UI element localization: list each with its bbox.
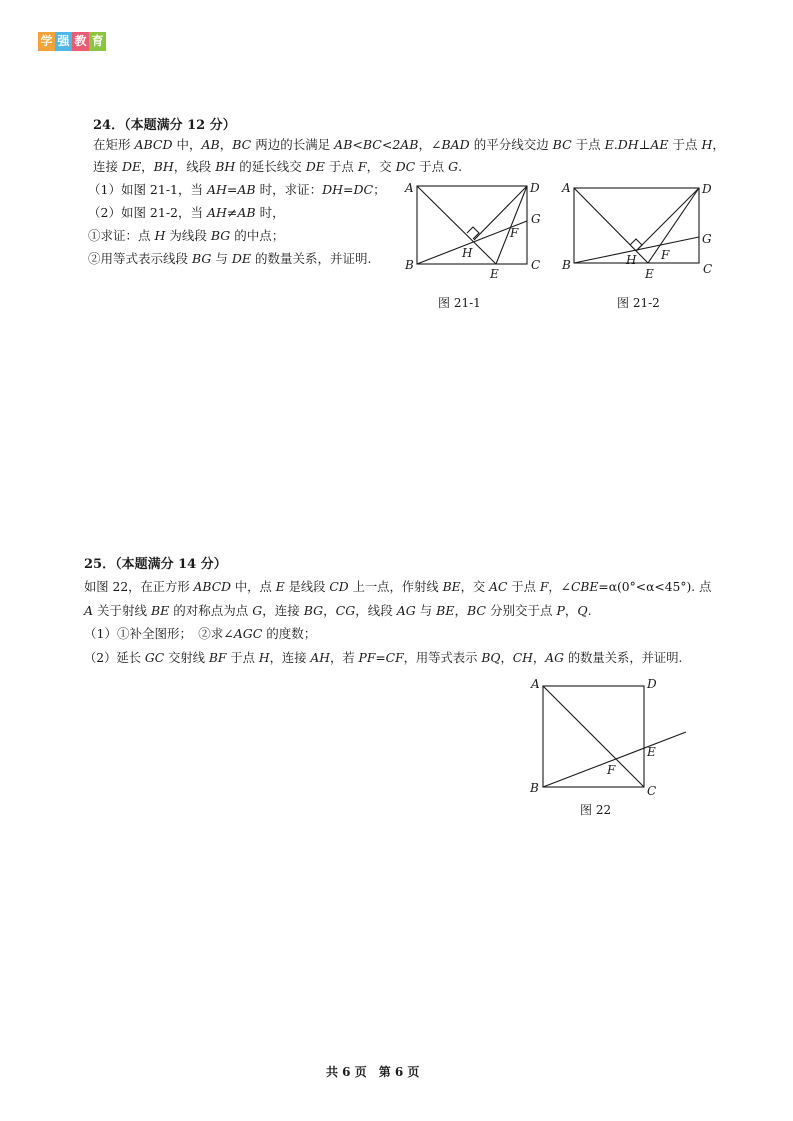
- fig21-1-label-F: F: [510, 226, 519, 240]
- fig22-label-E: E: [647, 745, 656, 759]
- fig21-2-label-F: F: [661, 248, 670, 262]
- q25-part-2: （2）延长 GC 交射线 BF 于点 H，连接 AH，若 PF=CF，用等式表示 BQ，CH，AG 的数量关系，并证明.: [84, 651, 683, 665]
- fig21-1-label-B: B: [405, 258, 414, 272]
- q25-line-1: 如图 22，在正方形 ABCD 中，点 E 是线段 CD 上一点，作射线 BE，交 AC 于点 F，∠CBE=α(0°<α<45°). 点: [84, 580, 712, 594]
- q24-points: （本题满分 12 分）: [124, 118, 236, 133]
- q24-sub-1: ①求证：点 H 为线段 BG 的中点；: [88, 228, 285, 243]
- fig21-2-label-B: B: [562, 258, 571, 272]
- fig21-2-label-G: G: [702, 232, 712, 246]
- logo-char-2: 强: [55, 32, 72, 51]
- fig22-caption: 图 22: [580, 803, 612, 817]
- fig21-1-label-D: D: [530, 181, 540, 195]
- fig22-label-B: B: [530, 781, 539, 795]
- logo-char-3: 教: [72, 32, 89, 51]
- fig21-2-label-C: C: [703, 262, 713, 276]
- q25-line-2: A 关于射线 BE 的对称点为点 G，连接 BG，CG，线段 AG 与 BE，BC 分别交于点 P，Q.: [84, 603, 592, 618]
- logo-char-4: 育: [89, 32, 106, 51]
- fig22-label-D: D: [647, 677, 657, 691]
- fig21-1-label-A: A: [405, 181, 414, 195]
- fig22-diagonal-AC: [543, 686, 644, 787]
- fig21-1-label-E: E: [490, 267, 499, 281]
- fig21-1-label-C: C: [531, 258, 541, 272]
- q24-number: 24．: [93, 118, 125, 133]
- q25-number: 25．: [84, 557, 116, 572]
- fig21-1-label-G: G: [531, 212, 541, 226]
- fig21-1-label-H: H: [462, 246, 473, 260]
- fig22-label-C: C: [647, 784, 657, 798]
- q24-sub-2: ②用等式表示线段 BG 与 DE 的数量关系，并证明.: [88, 251, 372, 266]
- fig21-2-label-D: D: [702, 182, 712, 196]
- logo-char-1: 学: [38, 32, 55, 51]
- fig21-1-caption: 图 21-1: [438, 296, 481, 310]
- fig21-2-label-E: E: [645, 267, 654, 281]
- q25-points: （本题满分 14 分）: [115, 557, 227, 572]
- fig22-ray-BE: [543, 732, 686, 787]
- q24-line-2: 连接 DE，BH，线段 BH 的延长线交 DE 于点 F，交 DC 于点 G.: [93, 159, 463, 174]
- fig22-label-F: F: [607, 763, 616, 777]
- fig21-2-label-A: A: [562, 181, 571, 195]
- q25-part-1: （1）①补全图形； ②求∠AGC 的度数；: [84, 626, 317, 641]
- q24-part-2: （2）如图 21-2，当 AH≠AB 时，: [88, 205, 285, 220]
- fig21-2-label-H: H: [626, 253, 637, 267]
- fig21-2-caption: 图 21-2: [617, 296, 660, 310]
- fig22-label-A: A: [531, 677, 540, 691]
- q24-line-1: 在矩形 ABCD 中，AB，BC 两边的长满足 AB<BC<2AB，∠BAD 的平分线交边 BC 于点 E.DH⊥AE 于点 H，: [93, 137, 725, 152]
- q24-part-1: （1）如图 21-1，当 AH=AB 时，求证：DH=DC；: [88, 182, 386, 197]
- page-footer: 共 6 页 第 6 页: [326, 1065, 420, 1079]
